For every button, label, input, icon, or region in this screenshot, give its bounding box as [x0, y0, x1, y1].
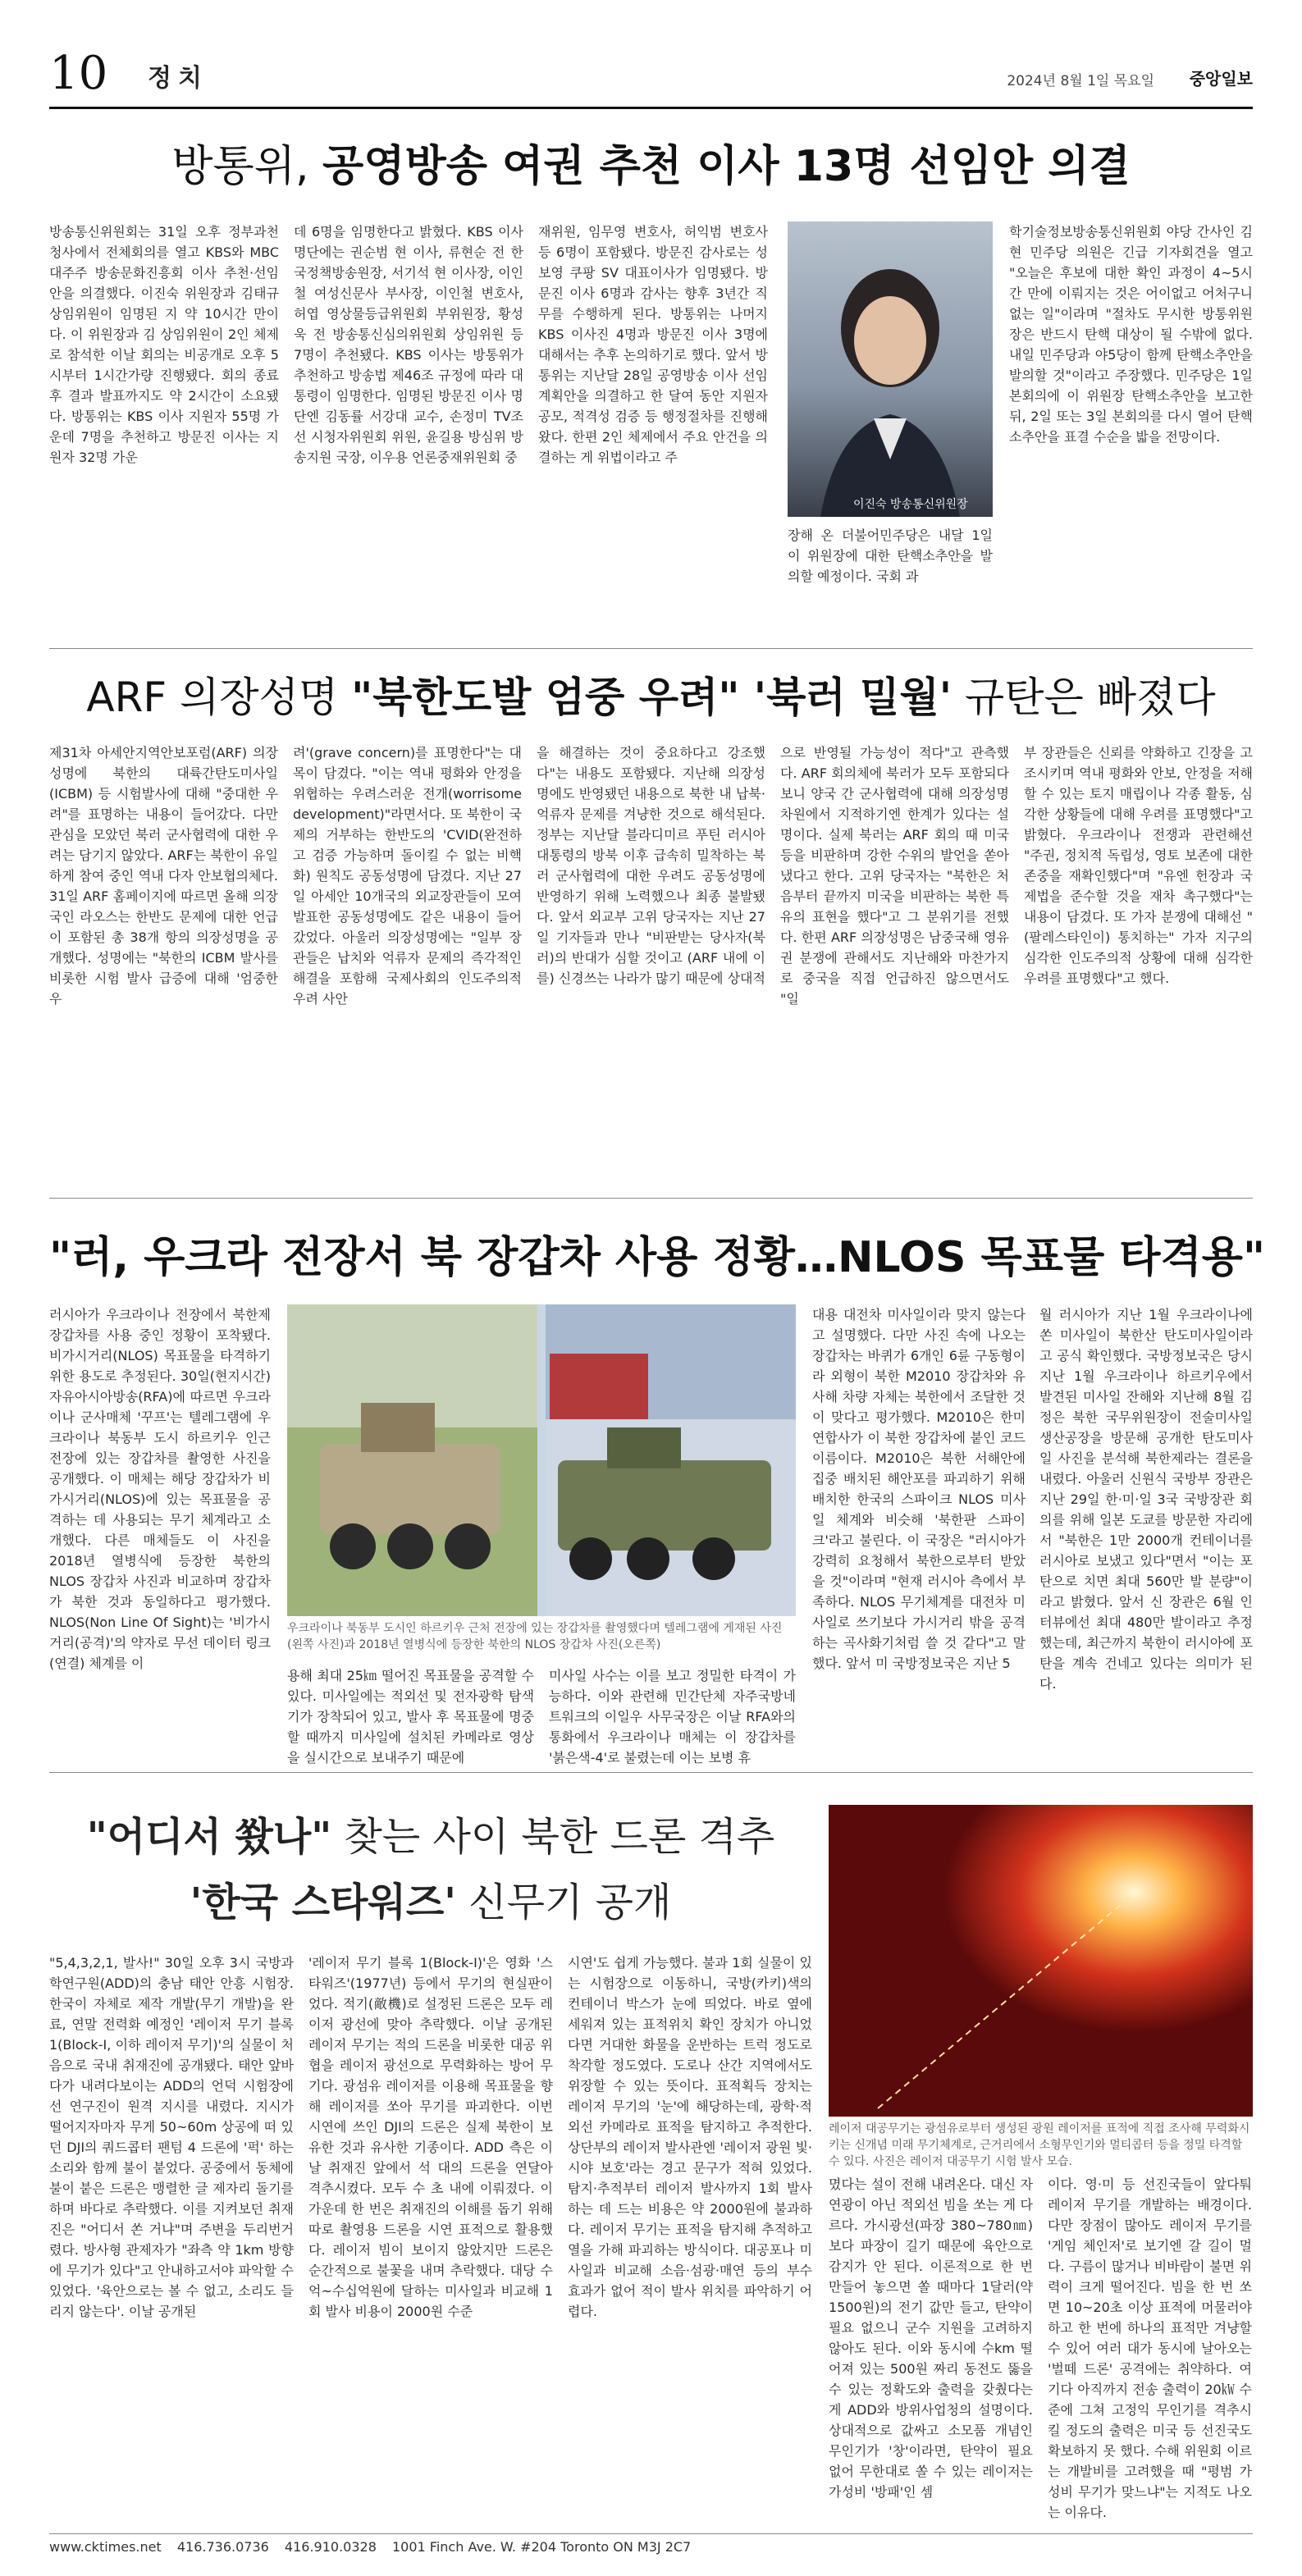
article2-headline [49, 665, 1253, 724]
article1-photo [788, 222, 993, 517]
article4-headline-line1-rest: 찾는 사이 북한 드론 격추 [331, 1814, 775, 1860]
laser-weapon-photo [829, 1805, 1253, 2117]
article2-col4: 으로 반영될 가능성이 적다"고 관측했다. ARF 회의체에 북러가 모두 포함되다 보니 양국 간 군사협력에 대해 의장성명 차원에서 지적하기엔 한계가 있다는 설명이다. 실제 북러는 ARF 회의 때 미국 등을 비판하며 강한 수위의 발언을 쏟아냈다고 한다. 고위 당국자는 "북한은 처음부터 끝까지 미국을 비판하는 북한 특유의 표현을 했다"고 그 분위기를 전했다. 한편 ARF 의장성명은 남중국해 영유권 분쟁에 관해서도 지난해와 마찬가지로 중국을 직접 언급하진 않으면서도 "일 [780, 745, 1009, 1007]
article3-headline: "러, 우크라 전장서 북 장갑차 사용 정황…NLOS 목표물 타격용" [49, 1233, 1266, 1282]
article3-under-col1: 용해 최대 25㎞ 떨어진 목표물을 공격할 수 있다. 미사일에는 적외선 및 전자광학 탐색기가 장착되어 있고, 발사 후 목표물에 명중할 때까지 미사일에 설치된 카메라로 영상을 실시간으로 보내주기 때문에 [287, 1668, 534, 1765]
article4-headline-line1 [49, 1805, 812, 1861]
footer-website[interactable]: www.cktimes.net [49, 2539, 162, 2555]
article4-under-photo [829, 2174, 1253, 2527]
page-number: 10 [49, 47, 108, 100]
article2-headline-main: "북한도발 엄중 우려" '북러 밀월' [351, 674, 953, 721]
header-rule [49, 107, 1253, 109]
article3-col5: 월 러시아가 지난 1월 우크라이나에 쏜 미사일이 북한산 탄도미사일이라고 공식 확인했다. 국방정보국은 당시 지난 1월 우크라이나 하르키우에서 발견된 미사일 잔해와 지난해 8월 김정은 북한 국무위원장이 전술미사일생산공장을 방문해 공개한 탄도미사일 사진을 분석해 북한제라는 결론을 내렸다. 아울러 신원식 국방부 장관은 지난 29일 한·미·일 3국 국방장관 회의를 위해 일본 도쿄를 방문한 자리에서 "북한은 1만 2000개 컨테이너를 러시아로 보냈고 있다"면서 "이는 포탄으로 치면 최대 560만 발 분량"이라고 밝혔다. 앞서 신 장관은 6월 인터뷰에선 최대 480만 발이라고 추정했는데, 최근까지 북한이 러시아에 포탄을 계속 건네고 있다는 의미가 된다. [1039, 1307, 1253, 1692]
article4-headline-line2 [49, 1870, 812, 1927]
footer-phone-2: 416.910.0328 [284, 2539, 377, 2555]
article1-headline-prefix: 방통위, [171, 142, 323, 191]
page-header [49, 49, 1253, 107]
article3-under-photo [287, 1665, 796, 1765]
article1-col1: 방송통신위원회는 31일 오후 정부과천청사에서 전체회의를 열고 KBS와 MBC 대주주 방송문화진흥회 이사 추천·선임안을 의결했다. 이진숙 위원장과 김태규 상임위원이 임명된 지 약 10시간 만이다. 이 위원장과 김 상임위원이 2인 체제로 참석한 이날 회의는 비공개로 오후 5시부터 1시간가량 진행됐다. 회의 종료 후 결과 발표까지도 약 2시간이 소요됐다. 방통위는 KBS 이사 지원자 55명 가운데 7명을 추천하고 방문진 이사는 지원자 32명 가운 [49, 224, 279, 465]
footer-phone-1: 416.736.0736 [176, 2539, 269, 2555]
article4-headline-quote: "어디서 쐈나" [86, 1814, 332, 1860]
article2-headline-suffix: 규탄은 빠졌다 [952, 674, 1216, 721]
article2-col2: 려'(grave concern)를 표명한다"는 대목이 담겼다. "이는 역내 평화와 안정을 위협하는 우려스러운 전개(worrisome development)"라면서다. 또 북한이 국제의 거부하는 한반도의 'CVID(완전하고 검증 가능하며 돌이킬 수 없는 비핵화) 원칙도 공동성명에 담겼다. 지난 27일 아세안 10개국의 외교장관들이 모여 발표한 공동성명에도 같은 내용이 들어갔었다. 아울러 의장성명에는 "일부 장관들은 납치와 억류자 문제의 즉각적인 해결을 포함해 국제사회의 인도주의적 우려 사안 [293, 745, 522, 1007]
article4-under-col1: 몄다는 설이 전해 내려온다. 대신 자연광이 아닌 적외선 빔을 쏘는 게 다르다. 가시광선(파장 380~780㎚)보다 파장이 길기 때문에 육안으로 감지가 안 된다. 이론적으로 한 번 만들어 놓으면 쏠 때마다 1달러(약 1500원)의 전기 값만 들고, 탄약이 필요 없으니 군수 지원을 고려하지 않아도 된다. 이와 동시에 수km 떨어져 있는 500원 짜리 동전도 뚫을 수 있는 정확도와 출력을 갖췄다는 게 ADD와 방위사업청의 설명이다. 상대적으로 값싸고 소모품 개념인 무인기가 '창'이라면, 탄약이 필요 없어 무한대로 쏠 수 있는 레이저는 가성비 '방패'인 셈 [829, 2176, 1033, 2500]
article2-body [49, 742, 1253, 1153]
article2-col5: 부 장관들은 신뢰를 약화하고 긴장을 고조시키며 역내 평화와 안보, 안정을 저해할 수 있는 토지 매립이나 각종 활동, 심각한 상황들에 대해 우려를 표명했다"고 밝혔다. 우크라이나 전쟁과 관련해선 "주권, 정치적 독립성, 영토 보존에 대한 존중을 재확인했다"며 "유엔 헌장과 국제법을 준수할 것을 재차 촉구했다"는 내용이 담겼다. 또 가자 분쟁에 대해선 "(팔레스타인이) 통치하는" 가자 지구의 심각한 인도주의적 상황에 대해 심각한 우려를 표명했다"고 했다. [1024, 745, 1253, 986]
article1-headline-main: 공영방송 여권 추천 이사 13명 선임안 의결 [322, 142, 1131, 191]
divider-1 [49, 648, 1253, 649]
article4-headline-bold: '한국 스타워즈' [190, 1879, 456, 1925]
article3-photo [287, 1304, 796, 1616]
article1-headline [49, 131, 1253, 193]
divider-3 [49, 1772, 1253, 1773]
footer-address: 1001 Finch Ave. W. #204 Toronto ON M3J 2C7 [391, 2539, 692, 2555]
article1-col5: 학기술정보방송통신위원회 야당 간사인 김현 민주당 의원은 긴급 기자회견을 열고 "오늘은 후보에 대한 확인 과정이 4~5시간 만에 이뤄지는 것은 어이없고 어처구니없는 일"이라며 "절차도 무시한 방통위원장은 반드시 탄핵 대상이 될 수밖에 없다. 내일 민주당과 야5당이 함께 탄핵소추안을 발의할 것"이라고 주장했다. 민주당은 1일 본회의에 이 위원장 탄핵소추안을 보고한 뒤, 2일 또는 3일 본회의를 다시 열어 탄핵소추안을 표결 수순을 밟을 전망이다. [1009, 224, 1253, 445]
article4-photo-caption: 레이저 대공무기는 광섬유로부터 생성된 광원 레이저를 표적에 직접 조사해 무력화시키는 신개념 미래 무기체계로, 근거리에서 소형무인기와 멀티콥터 등을 정밀 타격할 수 있다. 사진은 레이저 대공무기 시험 발사 모습. [829, 2122, 1250, 2168]
article1-col4: 장해 온 더불어민주당은 내달 1일 이 위원장에 대한 탄핵소추안을 발의할 예정이다. 국회 과 [788, 528, 993, 584]
article4-body-left [49, 1953, 812, 2527]
article1-photo-caption: 이진숙 방송통신위원장 [853, 498, 968, 511]
article4-under-col2: 이다. 영·미 등 선진국들이 앞다퉈 레이저 무기를 개발하는 배경이다. 다만 장점이 많아도 레이저 무기를 '게임 체인저'로 보기엔 갈 길이 멀다. 구름이 많거나 비바람이 불면 위력이 크게 떨어진다. 빔을 한 번 쏘면 10~20초 이상 표적에 머물러야 하고 한 번에 하나의 표적만 겨냥할 수 있어 여러 대가 동시에 날아오는 '벌떼 드론' 공격에는 취약하다. 여기다 아직까지 전송 출력이 20㎾ 수준에 그쳐 고정익 무인기를 격추시킬 정도의 출력은 미국 등 선진국도 확보하지 못 했다. 수해 위원회 이르는 개발비를 고려했을 때 "평범 가성비 무기가 맞느냐"는 지적도 나오는 이유다. [1048, 2176, 1252, 2520]
footer-rule [49, 2533, 1253, 2534]
portrait-image [788, 222, 993, 517]
article3-col4: 대용 대전차 미사일이라 맞지 않는다고 설명했다. 다만 사진 속에 나오는 장갑차는 바퀴가 6개인 6륜 구동형이라 외형이 북한 M2010 장갑차와 유사해 차량 자체는 북한에서 조달한 것이 맞다고 평가했다. M2010은 한미연합사가 이 북한 장갑차에 붙인 코드이름이다. M2010은 북한 서해안에 집중 배치된 해안포를 파괴하기 위해 배치한 한국의 스파이크 NLOS 미사일 체계와 비슷해 '북한판 스파이크'라고 불린다. 이 국장은 "러시아가 강력히 요청해서 북한으로부터 받았을 것"이라며 "현재 러시아 측에서 부족하다. NLOS 무기체계를 대전차 미사일로 쓰기보다 가시거리 밖을 공격하는 곡사화기처럼 쓸 것 같다"고 말했다. 앞서 미 국방정보국은 지난 5 [812, 1307, 1026, 1671]
armored-vehicle-photos [287, 1304, 796, 1616]
newspaper-logo: 중앙일보 [1189, 69, 1253, 89]
section-title: 정치 [148, 64, 208, 93]
article3-under-col2: 미사일 사수는 이를 보고 정밀한 타격이 가능하다. 이와 관련해 민간단체 자주국방네트워크의 이일우 사무국장은 이날 RFA와의 통화에서 우크라이나 매체는 이 장갑차를 '붉은색-4'로 불렸는데 이는 보병 휴 [549, 1668, 796, 1765]
article1-body-left [49, 222, 771, 632]
article4-col2: '레이저 무기 블록 1(Block-I)'은 영화 '스타워즈'(1977년) 등에서 무기의 현실판이었다. 적기(敵機)로 설정된 드론은 모두 레이저 광선에 맞아 추락했다. 이날 공개된 레이저 무기는 적의 드론을 비롯한 대공 위협을 레이저 광선으로 무력화하는 방어 무기다. 광섬유 레이저를 이용해 목표물을 향해 레이저를 쏘아 무기를 파괴한다. 이번 시연에 쓰인 DJI의 드론은 실제 북한이 보유한 것과 유사한 기종이다. ADD 측은 이날 취재진 앞에서 석 대의 드론을 연달아 격추시켰다. 모두 수 초 내에 이뤄졌다. 이 가운데 한 번은 취재진의 이해를 돕기 위해 따로 촬영용 드론을 시연 표적으로 활용했다. 레이저 빔이 보이지 않았지만 드론은 순간적으로 불꽃을 내며 추락했다. 대당 수억~수십억원에 달하는 미사일과 비교해 1회 발사 비용이 2000원 수준 [308, 1955, 553, 2319]
article4-col3: 시연'도 쉽게 가능했다. 불과 1회 실물이 있는 시험장으로 이동하니, 국방(카키)색의 컨테이너 박스가 눈에 띄었다. 바로 옆에 세워져 있는 표적위치 확인 장치가 아니었다면 거대한 화물을 운반하는 트럭 정도로 착각할 정도였다. 도로나 산간 지역에서도 위장할 수 있는 뜻이다. 표적획득 장치는 레이저 무기의 '눈'에 해당하는데, 광학·적외선 카메라로 표적을 탐지하고 추적한다. 상단부의 레이저 발사관엔 '레이저 광원 빛·시야 보호'라는 경고 문구가 적혀 있었다. 탐지·추적부터 레이저 발사까지 1회 발사하는 데 드는 비용은 약 2000원에 불과하다. 레이저 무기는 표적을 탐지해 추적하고 열을 가해 파괴하는 방식이다. 대공포나 미사일과 비교해 소음·섬광·매연 등의 부수 효과가 없어 적이 발사 위치를 파악하기 어렵다. [568, 1955, 812, 2319]
article3-col1: 러시아가 우크라이나 전장에서 북한제 장갑차를 사용 중인 정황이 포착됐다. 비가시거리(NLOS) 목표물을 타격하기 위한 용도로 추정된다. 30일(현지시간) 자유아시아방송(RFA)에 따르면 우크라이나 군사매체 '꾸프'는 텔레그램에 우크라이나 북동부 도시 하르키우 인근 전장에 있는 장갑차를 촬영한 사진을 공개했다. 이 매체는 해당 장갑차가 비가시거리(NLOS)에 있는 목표물을 공격하는 데 사용되는 무기 체계라고 소개했다. 다른 매체들도 이 사진을 2018년 열병식에 등장한 북한의 NLOS 장갑차 사진과 비교하며 장갑차가 북한 것과 동일하다고 평가했다. NLOS(Non Line Of Sight)는 '비가시거리(공격)'의 약자로 무선 데이터 링크(연결) 체계를 이 [49, 1307, 271, 1671]
article4-col1: "5,4,3,2,1, 발사!" 30일 오후 3시 국방과학연구원(ADD)의 충남 태안 안흥 시험장. 한국이 자체로 제작 개발(무기 개발)을 완료, 연말 전력화 예정인 '레이저 무기 블록1(Block-I, 이하 레이저 무기)'의 실물이 처음으로 국내 취재진에 공개됐다. 태안 앞바다가 내려다보이는 ADD의 언덕 시험장에선 연구진이 원격 지시를 내렸다. 지시가 떨어지자마자 무게 50~60m 상공에 떠 있던 DJI의 쿼드콥터 팬텀 4 드론에 '퍽' 하는 소리와 함께 불이 붙었다. 공중에서 동체에 불이 붙은 드론은 맹렬한 글 제자리 돌기를 하며 바다로 추락했다. 이를 지켜보던 취재진은 "어디서 쏜 거냐"며 주변을 두리번거렸다. 방사형 관제자가 "좌측 약 1km 방향에 무기가 있다"고 안내하고서야 파악할 수 있었다. '육안으로는 볼 수 없고, 소리도 들리지 않는다'. 이날 공개된 [49, 1955, 294, 2319]
article1-col3: 재위원, 임무영 변호사, 허익범 변호사 등 6명이 포함됐다. 방문진 감사로는 성보영 쿠팡 SV 대표이사가 임명됐다. 방문진 이사 6명과 감사는 향후 3년간 직무를 수행하게 된다. 방통위는 나머지 KBS 이사진 4명과 방문진 이사 3명에 대해서는 추후 논의하기로 했다. 앞서 방통위는 지난달 28일 공영방송 이사 선임 계획안을 의결하고 한 달여 동안 지원자 공모, 적격성 검증 등 행정절차를 진행해왔다. 한편 2인 체제에서 주요 안건을 의결하는 게 위법이라고 주 [538, 224, 768, 465]
page-footer [49, 2539, 1253, 2555]
article3-photo-caption: 우크라이나 북동부 도시인 하르키우 근처 전장에 있는 장갑차를 촬영했다며 텔레그램에 게재된 사진(왼쪽 사진)과 2018년 열병식에 등장한 북한의 NLOS 장갑차 사진(오른쪽) [287, 1622, 783, 1651]
article4-headline-line2-rest: 신무기 공개 [455, 1879, 672, 1925]
article1-col2: 데 6명을 임명한다고 밝혔다. KBS 이사 명단에는 권순범 현 이사, 류현순 전 한국정책방송원장, 서기석 현 이사장, 이인철 여성신문사 부사장, 이인철 변호사, 허엽 영상물등급위원회 부위원장, 황성욱 전 방송통신심의위원회 상임위원 등 7명이 추천됐다. KBS 이사는 방통위가 추천하고 방송법 제46조 규정에 따라 대통령이 임명한다. 임명된 방문진 이사 명단엔 김동률 서강대 교수, 손정미 TV조선 시청자위원회 위원, 윤길용 방심위 방송지원 국장, 이우용 언론중재위원회 중 [294, 224, 523, 465]
article2-headline-prefix: ARF 의장성명 [86, 674, 352, 721]
article4-photo [829, 1805, 1253, 2117]
article2-col3: 을 해결하는 것이 중요하다고 강조했다"는 내용도 포함됐다. 지난해 의장성명에도 반영됐던 내용으로 북한 내 납북·억류자 문제를 겨냥한 것으로 해석된다. 정부는 지난달 블라디미르 푸틴 러시아 대통령의 방북 이후 급속히 밀착하는 북러 군사협력에 대한 우려도 공동성명에 반영하기 위해 노력했으나 최종 불발됐다. 앞서 외교부 고위 당국자는 지난 27일 기자들과 만나 "비판받는 당사자(북러)의 반대가 심할 것이고 (ARF 내에 이를) 신경쓰는 나라가 많기 때문에 상대적 [537, 745, 765, 986]
issue-date: 2024년 8월 1일 목요일 [1007, 73, 1154, 89]
divider-2 [49, 1198, 1253, 1199]
article2-col1: 제31차 아세안지역안보포럼(ARF) 의장성명에 북한의 대륙간탄도미사일(ICBM) 등 시험발사에 대해 "중대한 우려"를 표명하는 내용이 들어갔다. 다만 관심을 모았던 북러 군사협력에 대한 우려는 담기지 않았다. ARF는 북한이 유일하게 참여 중인 역내 다자 안보협의체다. 31일 ARF 홈페이지에 따르면 올해 의장국인 라오스는 한반도 문제에 대한 언급이 포함된 총 38개 항의 의장성명을 공개했다. 성명에는 "북한의 ICBM 발사를 비롯한 시험 발사 급증에 대해 '엄중한 우 [49, 745, 278, 1007]
